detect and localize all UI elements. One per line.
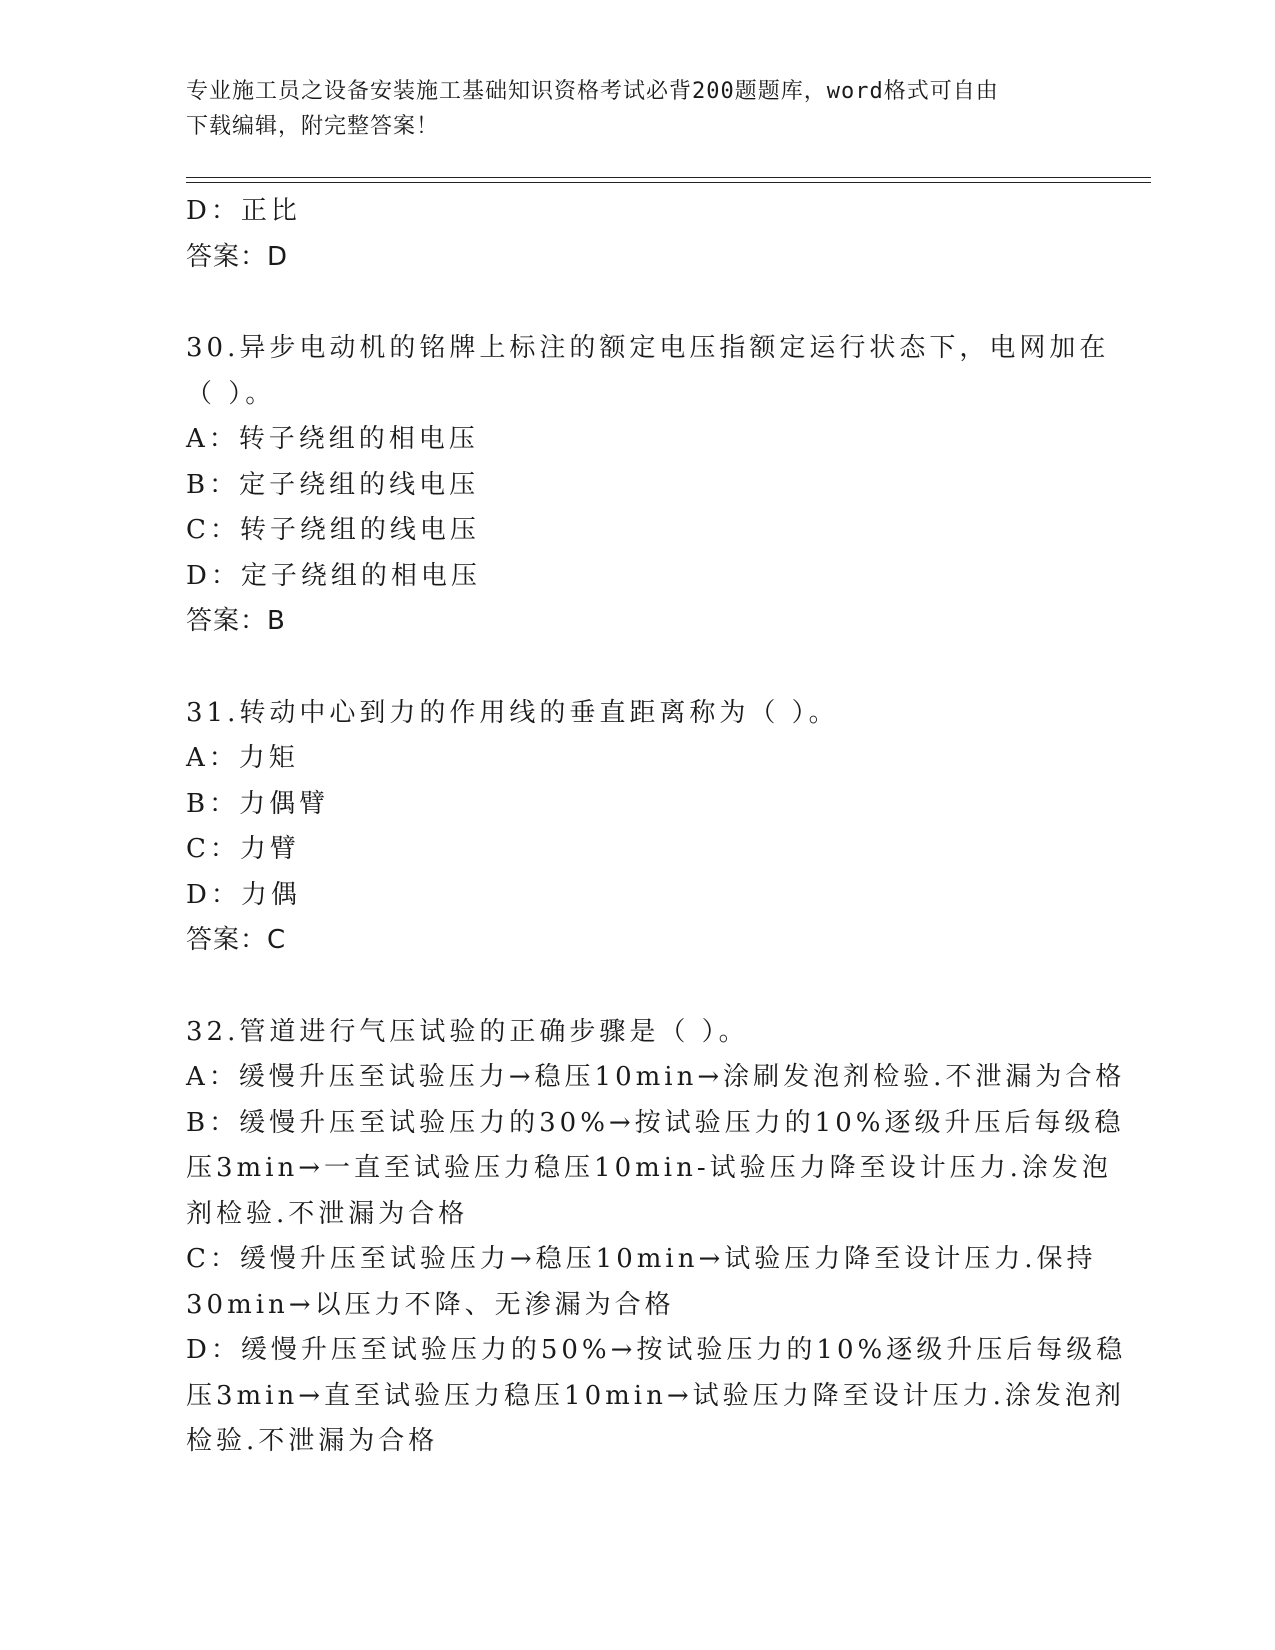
question-stem-line: （ ）。 — [186, 378, 276, 409]
header-divider-top — [186, 177, 1151, 178]
question-30 — [186, 326, 1110, 645]
question-stem-line: 30.异步电动机的铭牌上标注的额定电压指额定运行状态下，电网加在 — [186, 333, 1110, 363]
document-body — [186, 189, 1127, 1465]
option-b: B：力偶臂 — [186, 788, 330, 819]
header-line-1: 专业施工员之设备安装施工基础知识资格考试必背200题题库，word格式可自由 — [186, 79, 999, 104]
question-32 — [186, 1010, 1127, 1465]
option-c: C：力臂 — [186, 834, 300, 864]
option-c-line: C：缓慢升压至试验压力→稳压10min→试验压力降至设计压力.保持 — [186, 1244, 1097, 1274]
option-c-line: 30min→以压力不降、无渗漏为合格 — [186, 1289, 675, 1320]
option-b-line: 压3min→一直至试验压力稳压10min-试验压力降至设计压力.涂发泡 — [186, 1153, 1112, 1183]
option-b-line: 剂检验.不泄漏为合格 — [186, 1198, 469, 1229]
option-c: C：转子绕组的线电压 — [186, 515, 480, 545]
answer: 答案：D — [186, 241, 289, 272]
option-d-line: 压3min→直至试验压力稳压10min→试验压力降至设计压力.涂发泡剂 — [186, 1380, 1125, 1411]
option-d-line: 检验.不泄漏为合格 — [186, 1426, 439, 1456]
option-b-line: B：缓慢升压至试验压力的30%→按试验压力的10%逐级升压后每级稳 — [186, 1107, 1125, 1138]
question-31 — [186, 691, 1086, 964]
document-header — [186, 74, 1086, 144]
header-line-2: 下载编辑，附完整答案！ — [186, 114, 440, 139]
option-d: D：定子绕组的相电压 — [186, 560, 481, 591]
question-stem: 31.转动中心到力的作用线的垂直距离称为（ ）。 — [186, 697, 839, 728]
answer: 答案：B — [186, 606, 286, 636]
option-a: A：力矩 — [186, 743, 299, 773]
spacer — [186, 964, 1086, 1010]
spacer — [186, 645, 1086, 691]
question-stem: 32.管道进行气压试验的正确步骤是（ ）。 — [186, 1016, 749, 1047]
answer: 答案：C — [186, 925, 287, 955]
spacer — [186, 280, 1086, 326]
option-d: D：正比 — [186, 196, 301, 226]
previous-question-tail — [186, 189, 1086, 280]
header-divider-bottom — [186, 182, 1151, 183]
option-b: B：定子绕组的线电压 — [186, 469, 480, 500]
option-d-line: D：缓慢升压至试验压力的50%→按试验压力的10%逐级升压后每级稳 — [186, 1335, 1127, 1365]
option-d: D：力偶 — [186, 879, 301, 910]
option-a: A：转子绕组的相电压 — [186, 424, 479, 454]
option-a: A：缓慢升压至试验压力→稳压10min→涂刷发泡剂检验.不泄漏为合格 — [186, 1062, 1126, 1092]
